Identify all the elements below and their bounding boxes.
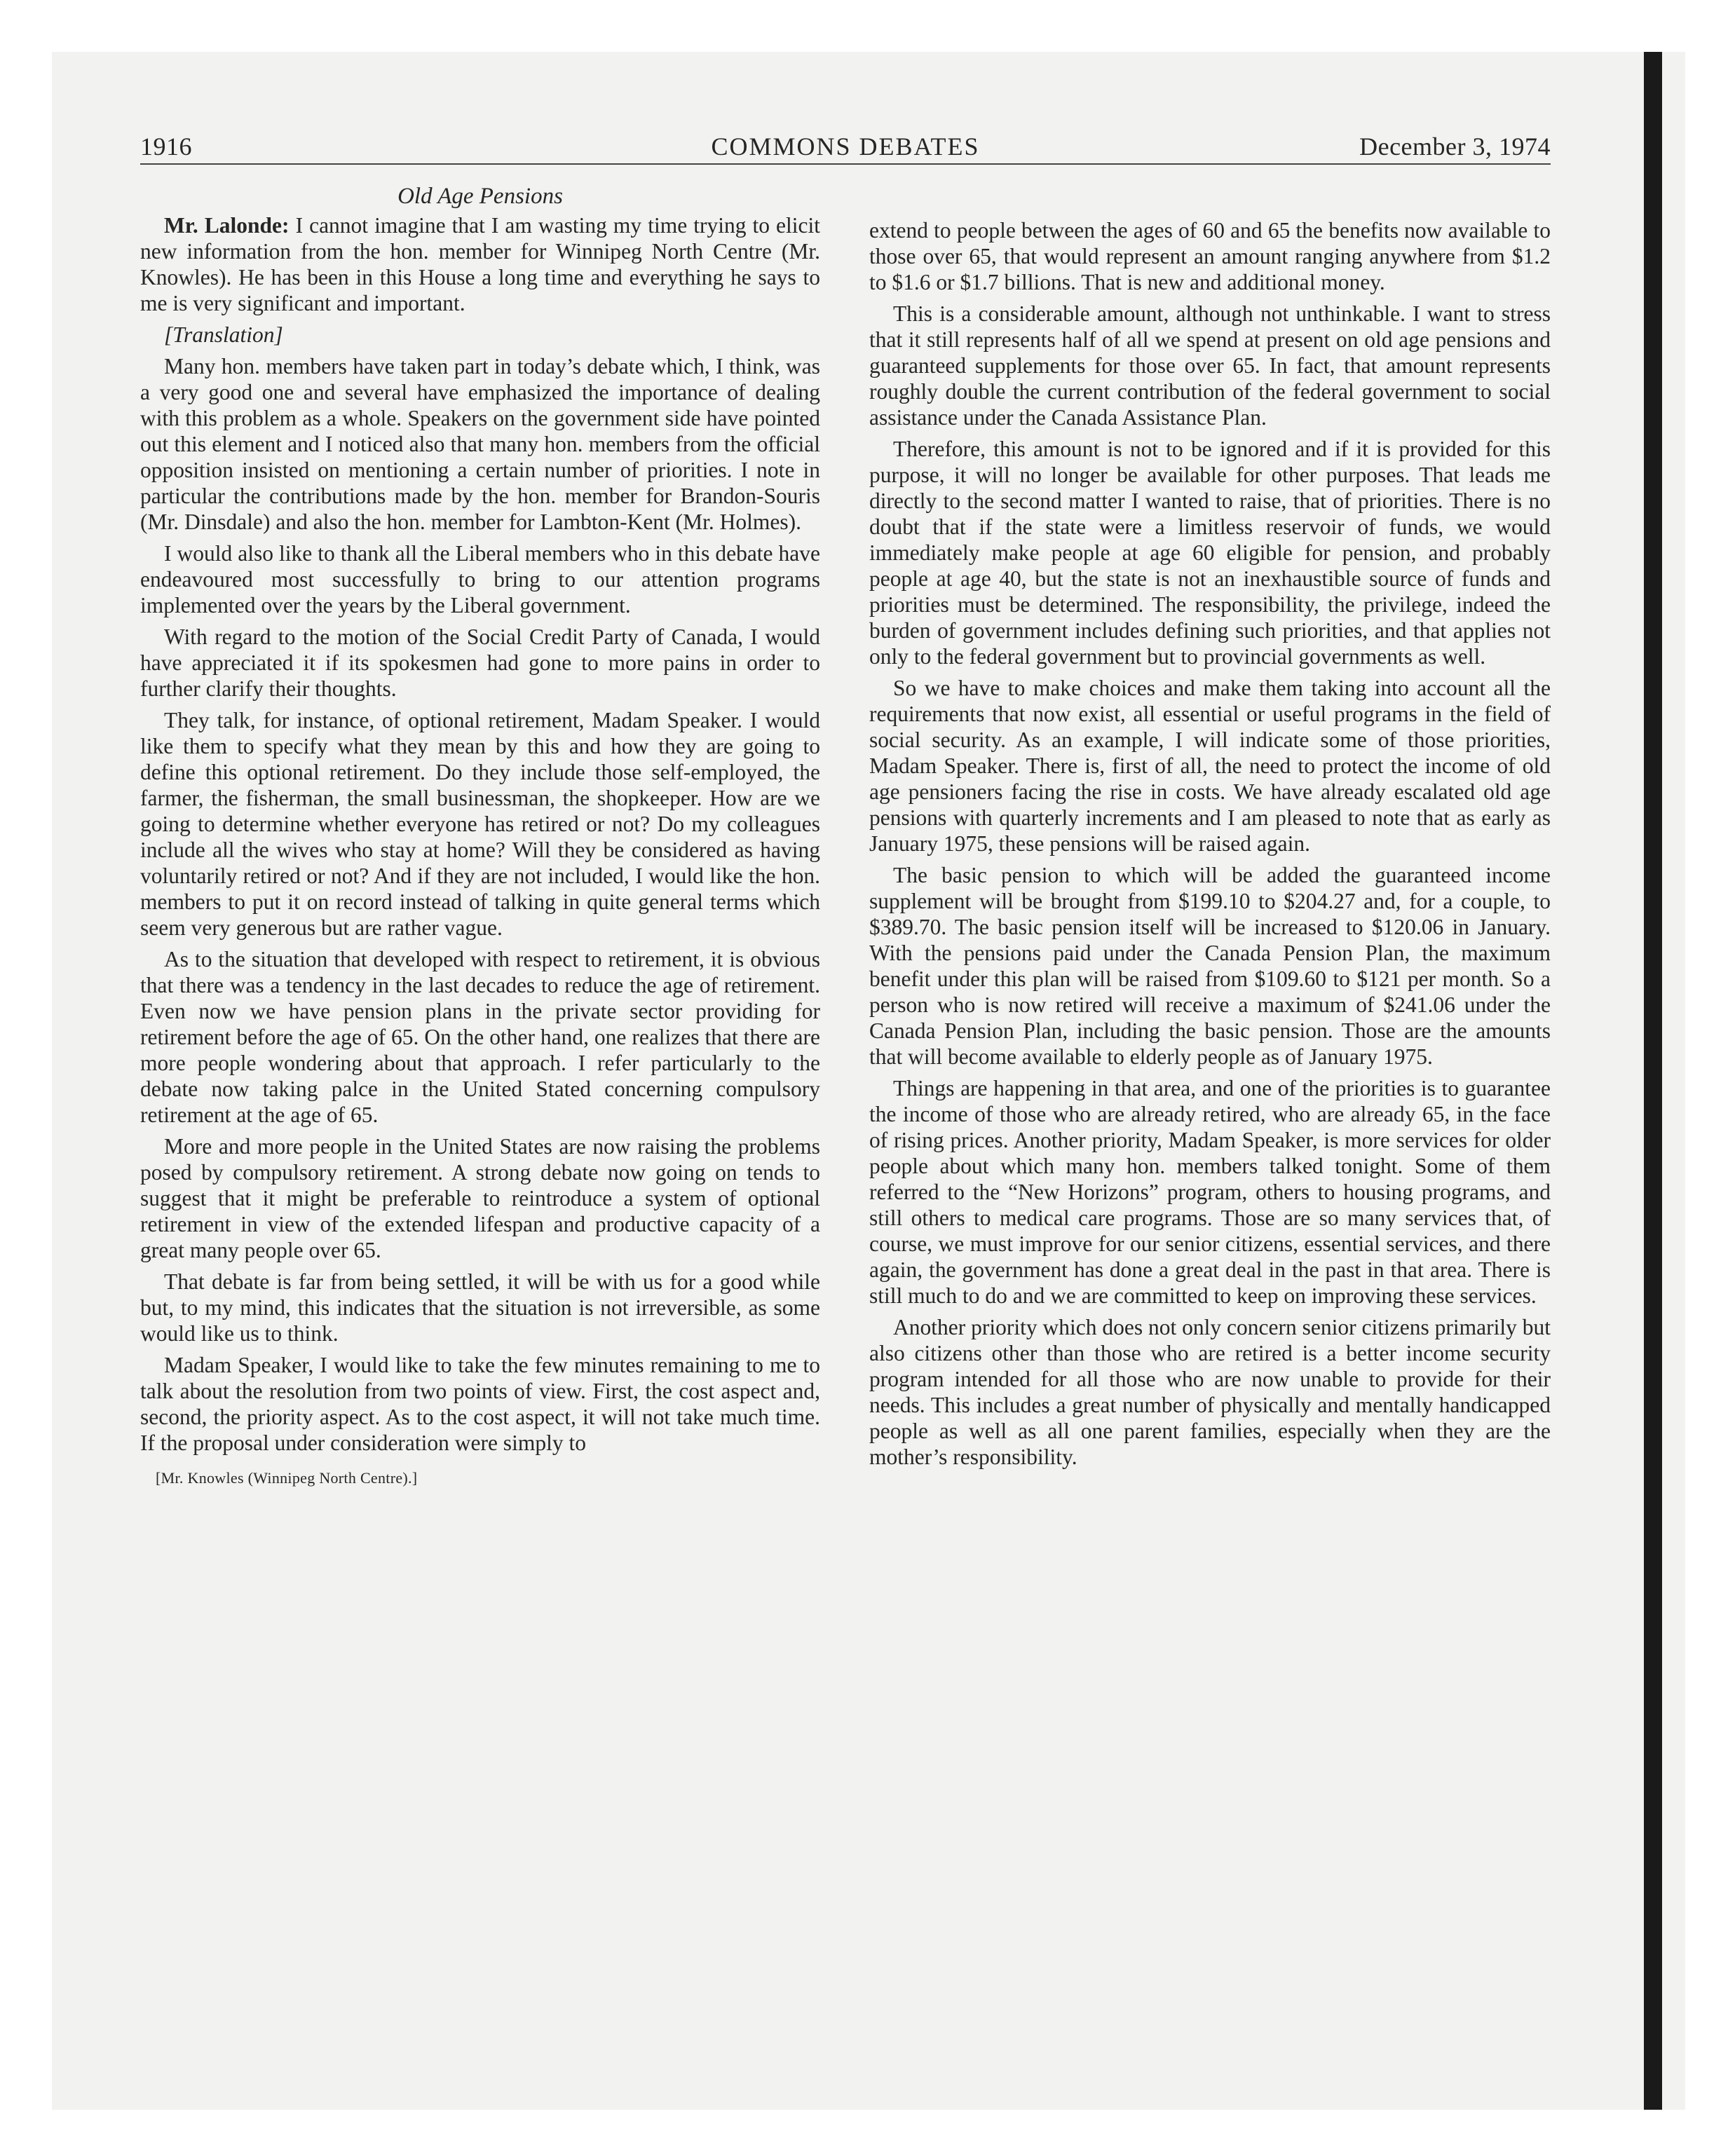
paragraph <box>140 212 820 316</box>
left-column <box>140 184 820 1488</box>
paragraph: I would also like to thank all the Liberal members who in this debate have endeavoured most successfully to bring to our attention programs implemented over the years by the Liberal government. <box>140 541 820 618</box>
paragraph-text: I cannot imagine that I am wasting my time trying to elicit new information from the hon. member for Winnipeg North Centre (Mr. Knowles). He has been in this House a long time and everything he says to me is very significant and important. <box>140 213 821 315</box>
scan-edge-shadow <box>1644 52 1662 2110</box>
paragraph: Things are happening in that area, and one of the priorities is to guarantee the income of those who are already retired, who are already 65, in the face of rising prices. Another priority, Madam Speaker, is more services for older people about which many hon. members talked tonight. Some of them referred to the “New Horizons” program, others to housing programs, and still others to medical care programs. Those are so many services that, of course, we must improve for our senior citizens, essential services, and there again, the government has done a great deal in the past in that area. There is still much to do and we are committed to keep on improving these services. <box>869 1076 1551 1308</box>
paragraph: This is a considerable amount, although not unthinkable. I want to stress that it still represents half of all we spend at present on old age pensions and guaranteed supplements for those over 65. In fact, that amount represents roughly double the current contribution of the federal government to social assistance under the Canada Assistance Plan. <box>869 301 1551 430</box>
translation-label: [Translation] <box>164 322 283 347</box>
paragraph: Therefore, this amount is not to be ignored and if it is provided for this purpose, it will no longer be available for other purposes. That leads me directly to the second matter I wanted to raise, that of priorities. There is no doubt that if the state were a limitless reservoir of funds, we would immediately make people at age 60 eligible for pension, and probably people at age 40, but the state is not an inexhaustible source of funds and priorities must be determined. The responsibility, the privilege, indeed the burden of government includes defining such priorities, and that applies not only to the federal government but to provincial governments as well. <box>869 437 1551 669</box>
paragraph: As to the situation that developed with respect to retirement, it is obvious that there was a tendency in the last decades to reduce the age of retirement. Even now we have pension plans in the private sector providing for retirement before the age of 65. On the other hand, one realizes that there are more people wondering about that approach. I refer particularly to the debate now taking palce in the United Stated concerning compulsory retirement at the age of 65. <box>140 947 820 1127</box>
publication-date: December 3, 1974 <box>1359 132 1551 161</box>
paragraph: They talk, for instance, of optional retirement, Madam Speaker. I would like them to specify what they mean by this and how they are going to define this optional retirement. Do they include those self-employed, the farmer, the fisherman, the small businessman, the shopkeeper. How are we going to determine whether everyone has retired or not? Do my colleagues include all the wives who stay at home? Will they be considered as having voluntarily retired or not? And if they are not included, I would like the hon. members to put it on record instead of talking in quite general terms which seem very generous but are rather vague. <box>140 708 820 940</box>
footnote: [Mr. Knowles (Winnipeg North Centre).] <box>156 1469 418 1487</box>
publication-title: COMMONS DEBATES <box>711 132 980 161</box>
header-rule <box>140 163 1551 165</box>
paragraph: More and more people in the United States are now raising the problems posed by compulsory retirement. A strong debate now going on tends to suggest that it might be preferable to reintroduce a system of optional retirement in view of the extended lifespan and productive capacity of a great many people over 65. <box>140 1134 820 1262</box>
paragraph: So we have to make choices and make them taking into account all the requirements that now exist, all essential or useful programs in the field of social security. As an example, I will indicate some of those priorities, Madam Speaker. There is, first of all, the need to protect the income of old age pensioners facing the rise in costs. We have already escalated old age pensions with quarterly increments and I am pleased to note that as early as January 1975, these pensions will be raised again. <box>869 676 1551 856</box>
paragraph: That debate is far from being settled, it will be with us for a good while but, to my mind, this indicates that the situation is not irreversible, as some would like us to think. <box>140 1269 820 1346</box>
section-title: Old Age Pensions <box>397 184 563 209</box>
paragraph: Madam Speaker, I would like to take the few minutes remaining to me to talk about the resolution from two points of view. First, the cost aspect and, second, the priority aspect. As to the cost aspect, it will not take much time. If the proposal under consideration were simply to <box>140 1353 820 1455</box>
paragraph: The basic pension to which will be added the guaranteed income supplement will be brought from $199.10 to $204.27 and, for a couple, to $389.70. The basic pension itself will be increased to $120.06 in January. With the pensions paid under the Canada Pension Plan, the maximum benefit under this plan will be raised from $109.60 to $121 per month. So a person who is now retired will receive a maximum of $241.06 under the Canada Pension Plan, including the basic pension. Those are the amounts that will become available to elderly people as of January 1975. <box>869 863 1551 1069</box>
page-header <box>140 132 1551 165</box>
paragraph: Many hon. members have taken part in today’s debate which, I think, was a very good one and several have emphasized the importance of dealing with this problem as a whole. Speakers on the government side have pointed out this element and I noticed also that many hon. members from the official opposition insisted on mentioning a certain number of priorities. I note in particular the contributions made by the hon. member for Brandon-Souris (Mr. Dinsdale) and also the hon. member for Lambton-Kent (Mr. Holmes). <box>140 354 820 534</box>
page-number: 1916 <box>140 132 192 161</box>
paragraph: extend to people between the ages of 60 and 65 the benefits now available to those over 65, that would represent an amount ranging anywhere from $1.2 to $1.6 or $1.7 billions. That is new and additional money. <box>869 218 1551 294</box>
speaker-name: Mr. Lalonde: <box>164 213 290 238</box>
paragraph: Another priority which does not only concern senior citizens primarily but also citizens other than those who are retired is a better income security program intended for all those who are now unable to provide for their needs. This includes a great number of physically and mentally handicapped people as well as all one parent families, especially when they are the mother’s responsibility. <box>869 1315 1551 1469</box>
right-column <box>869 217 1551 1475</box>
paragraph: With regard to the motion of the Social Credit Party of Canada, I would have appreciated it if its spokesmen had gone to more pains in order to further clarify their thoughts. <box>140 625 820 701</box>
